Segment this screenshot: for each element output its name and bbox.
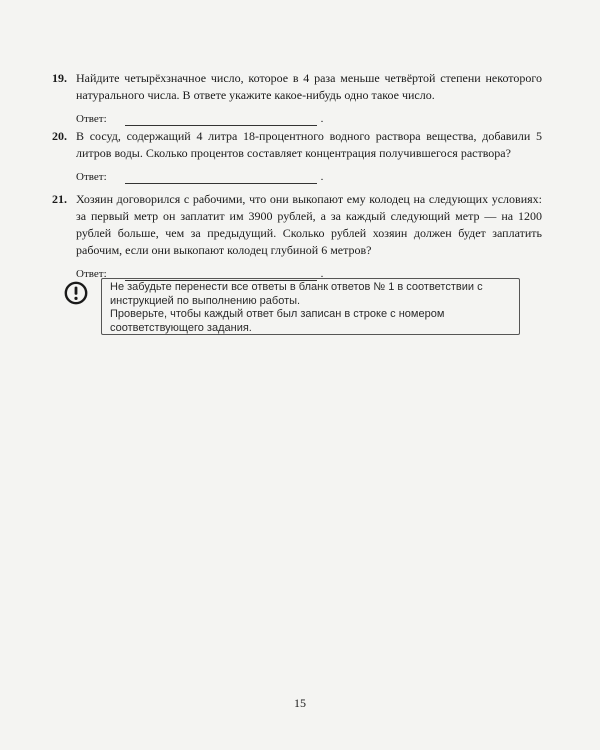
notice-box	[101, 278, 520, 335]
page-number: 15	[294, 696, 306, 710]
answer-suffix: .	[320, 268, 324, 280]
task-number: 21.	[52, 192, 67, 206]
answer-label: Ответ:	[76, 268, 107, 280]
task-19	[52, 70, 542, 126]
task-20	[52, 128, 542, 184]
notice-line-2: Проверьте, чтобы каждый ответ был записан в строке с номером соответствующего задания.	[110, 308, 445, 334]
task-number: 20.	[52, 129, 67, 143]
exclamation-circle-icon	[64, 281, 88, 305]
task-21	[52, 191, 542, 281]
answer-row	[76, 170, 542, 184]
answer-suffix: .	[320, 171, 324, 183]
task-text: Хозяин договорился с рабочими, что они выкопают ему колодец на следующих условиях: за первый метр он заплатит им 3900 рублей, а за каждый следующий метр — на 1200 рублей больше, чем за предыдущий. Сколько рублей хозяин должен будет заплатить рабочим, если они выкопают колодец глубиной 6 метров?	[76, 192, 542, 257]
answer-suffix: .	[320, 113, 324, 125]
notice-line-1: Не забудьте перенести все ответы в бланк ответов № 1 в соответствии с инструкцией по выполнению работы.	[110, 281, 483, 307]
answer-line	[125, 115, 317, 126]
answer-label: Ответ:	[76, 171, 107, 183]
answer-line	[125, 173, 317, 184]
task-number: 19.	[52, 71, 67, 85]
task-text: Найдите четырёхзначное число, которое в 4 раза меньше четвёртой степени некоторого натурального числа. В ответе укажите какое-нибудь одно такое число.	[76, 71, 542, 102]
task-text: В сосуд, содержащий 4 литра 18-процентного водного раствора вещества, добавили 5 литров воды. Сколько процентов составляет концентрация получившегося раствора?	[76, 129, 542, 160]
answer-row	[76, 112, 542, 126]
answer-label: Ответ:	[76, 113, 107, 125]
